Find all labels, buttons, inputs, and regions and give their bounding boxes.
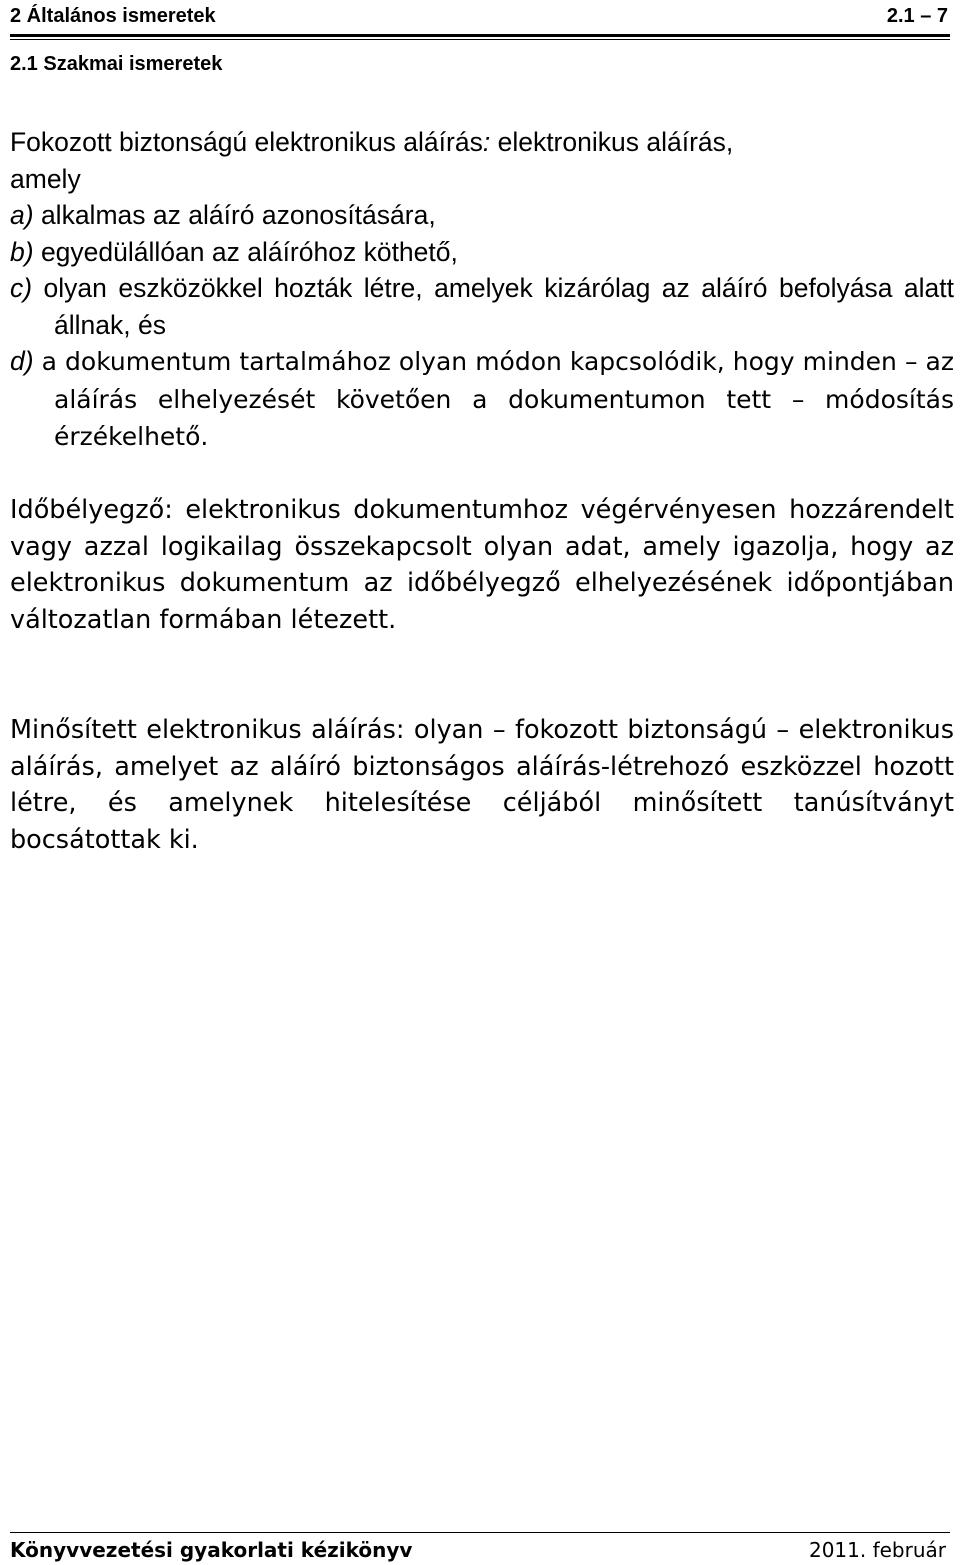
page-reference: 2.1 – 7: [886, 5, 948, 27]
list-item-label: a): [10, 200, 34, 230]
list-item-label: b): [10, 236, 34, 267]
definition-advanced-signature: [10, 124, 954, 456]
list-item-text: a dokumentum tartalmához olyan módon kapcsolódik, hogy minden – az aláírás elhelyezését követően a dokumentumon tett – módosítás érzékelhető.: [33, 347, 954, 451]
definition-qualified-signature: Minősített elektronikus aláírás: olyan – fokozott biztonságú – elektronikus aláírás, amelyet az aláíró biztonságos aláírás-létrehozó eszközzel hozott létre, és amelynek hitelesítése céljából minősített tanúsítványt bocsátottak ki.: [10, 715, 954, 855]
chapter-title: 2 Általános ismeretek: [10, 5, 216, 27]
list-item-text: egyedülállóan az aláíróhoz köthető,: [33, 236, 458, 267]
list-item-text: olyan eszközökkel hozták létre, amelyek kizárólag az aláíró befolyása alatt állnak, és: [32, 273, 954, 340]
definition-intro-text: elektronikus aláírás,: [490, 127, 734, 157]
footer-title: Könyvvezetési gyakorlati kézikönyv: [10, 1538, 413, 1562]
list-item: [10, 234, 954, 271]
page-header: [10, 0, 950, 37]
footer-divider: [10, 1532, 950, 1533]
list-item: [10, 270, 954, 343]
definition-intro: [10, 124, 954, 197]
definition-intro-text-2: amely: [10, 163, 81, 194]
list-item-label: c): [10, 273, 33, 303]
list-item-label: d): [10, 346, 34, 376]
footer-date: 2011. február: [808, 1538, 946, 1562]
section-heading: 2.1 Szakmai ismeretek: [10, 53, 223, 75]
definition-colon: :: [482, 127, 491, 157]
header-divider: [10, 39, 950, 40]
definition-term: Fokozott biztonságú elektronikus aláírás: [10, 127, 483, 157]
list-item-text: alkalmas az aláíró azonosítására,: [33, 200, 436, 230]
definition-timestamp: Időbélyegző: elektronikus dokumentumhoz végérvényesen hozzárendelt vagy azzal logikailag összekapcsolt olyan adat, amely igazolja, hogy az elektronikus dokumentum az időbélyegző elhelyezésének időpontjában változatlan formában létezett.: [10, 495, 954, 635]
list-item: [10, 343, 954, 456]
list-item: [10, 197, 954, 234]
